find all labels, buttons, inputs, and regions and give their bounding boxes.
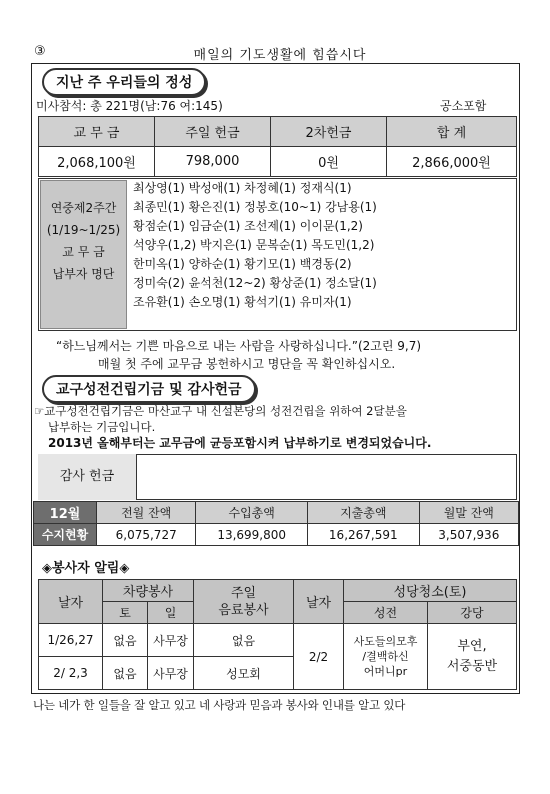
payers-row: 정미숙(2) 윤석천(12~2) 황상준(1) 정소달(1) <box>133 276 377 290</box>
offering-table <box>38 116 517 177</box>
volunteer-col-vehicle: 차량봉사 <box>103 580 194 602</box>
offering-col-total: 합 계 <box>387 117 517 147</box>
balance-col-income: 수입총액 <box>196 502 308 524</box>
volunteer-row-date: 1/26,27 <box>39 624 103 657</box>
page-title: 매일의 기도생활에 힘씁시다 <box>193 48 367 63</box>
volunteer-row-date: 2/ 2,3 <box>39 657 103 690</box>
volunteer-col-sanctuary: 성전 <box>344 602 428 624</box>
building-fund-heading: 교구성전건립기금 및 감사헌금 <box>42 375 256 403</box>
balance-label: 수지현황 <box>34 524 97 546</box>
volunteer-col-sat: 토 <box>103 602 148 624</box>
volunteer-col-drink: 주일 음료봉사 <box>194 580 294 624</box>
quote-instruction: 매월 첫 주에 교무금 봉헌하시고 명단을 꼭 확인하십시오. <box>98 357 396 371</box>
offering-val-sunday: 798,000 <box>155 147 271 177</box>
payers-row: 황점순(1) 임금순(1) 조선제(1) 이이문(1,2) <box>133 219 363 233</box>
payers-range: (1/19~1/25) <box>46 223 121 237</box>
volunteer-col-sun: 일 <box>148 602 194 624</box>
payers-row: 석양우(1,2) 박지은(1) 문복순(1) 목도민(1,2) <box>133 238 375 252</box>
building-fund-notice: 2013년 올해부터는 교무금에 균등포함시켜 납부하기로 변경되었습니다. <box>48 436 432 450</box>
balance-val-prev: 6,075,727 <box>97 524 196 546</box>
offering-val-second: 0원 <box>271 147 387 177</box>
balance-month: 12월 <box>34 502 97 524</box>
payers-kind: 교 무 금 <box>62 245 105 259</box>
volunteer-heading: ◈봉사자 알림◈ <box>42 561 130 576</box>
volunteer-row-drink: 없음 <box>194 624 294 657</box>
payers-list <box>133 179 377 312</box>
page-number: ③ <box>34 44 46 59</box>
building-fund-line1: ☞교구성전건립기금은 마산교구 내 신설본당의 성전건립을 위하여 2달분을 <box>34 404 407 418</box>
volunteer-col-cleaning: 성당청소(토) <box>344 580 517 602</box>
offering-heading: 지난 주 우리들의 정성 <box>42 68 206 96</box>
volunteer-col-date2: 날자 <box>294 580 344 624</box>
balance-col-expense: 지출총액 <box>307 502 419 524</box>
payers-row: 조유환(1) 손오명(1) 황석기(1) 유미자(1) <box>133 295 352 309</box>
payers-side-label <box>40 180 127 329</box>
balance-col-prev: 전월 잔액 <box>97 502 196 524</box>
cleaning-hall: 부연, 서중동반 <box>428 624 517 690</box>
offering-col-sunday: 주일 헌금 <box>155 117 271 147</box>
volunteer-table <box>38 579 517 690</box>
offering-col-second: 2차헌금 <box>271 117 387 147</box>
volunteer-row-sun: 사무장 <box>148 657 194 690</box>
volunteer-row-sat: 없음 <box>103 657 148 690</box>
balance-table <box>33 501 519 546</box>
volunteer-row-sun: 사무장 <box>148 624 194 657</box>
thanks-offering-label: 감사 헌금 <box>38 454 137 500</box>
payers-week: 연중제2주간 <box>50 201 117 215</box>
payers-title: 납부자 명단 <box>52 267 115 281</box>
balance-val-end: 3,507,936 <box>419 524 518 546</box>
balance-col-end: 월말 잔액 <box>419 502 518 524</box>
volunteer-row-drink: 성모회 <box>194 657 294 690</box>
balance-val-income: 13,699,800 <box>196 524 308 546</box>
balance-val-expense: 16,267,591 <box>307 524 419 546</box>
payers-row: 한미옥(1) 양하순(1) 황기모(1) 백경동(2) <box>133 257 352 271</box>
attendance-text: 미사참석: 총 221명(남:76 여:145) <box>36 99 223 113</box>
payers-row: 최상영(1) 박성애(1) 차정혜(1) 정재식(1) <box>133 181 352 195</box>
cleaning-date: 2/2 <box>294 624 344 690</box>
offering-val-gyomugeum: 2,068,100원 <box>39 147 155 177</box>
footer-verse: 나는 네가 한 일들을 잘 알고 있고 네 사랑과 믿음과 봉사와 인내를 알고 있다 <box>33 698 406 712</box>
cleaning-sanctuary: 사도들의모후 /결백하신 어머니pr <box>344 624 428 690</box>
offering-col-gyomugeum: 교 무 금 <box>39 117 155 147</box>
offering-val-total: 2,866,000원 <box>387 147 517 177</box>
building-fund-line2: 납부하는 기금입니다. <box>48 420 156 434</box>
volunteer-col-date: 날자 <box>39 580 103 624</box>
payers-row: 최종민(1) 황은진(1) 정봉호(10~1) 강남용(1) <box>133 200 377 214</box>
volunteer-col-hall: 강당 <box>428 602 517 624</box>
attendance-note: 공소포함 <box>440 99 487 113</box>
volunteer-row-sat: 없음 <box>103 624 148 657</box>
scripture-quote: “하느님께서는 기쁜 마음으로 내는 사람을 사랑하십니다.”(2고린 9,7) <box>56 339 422 353</box>
